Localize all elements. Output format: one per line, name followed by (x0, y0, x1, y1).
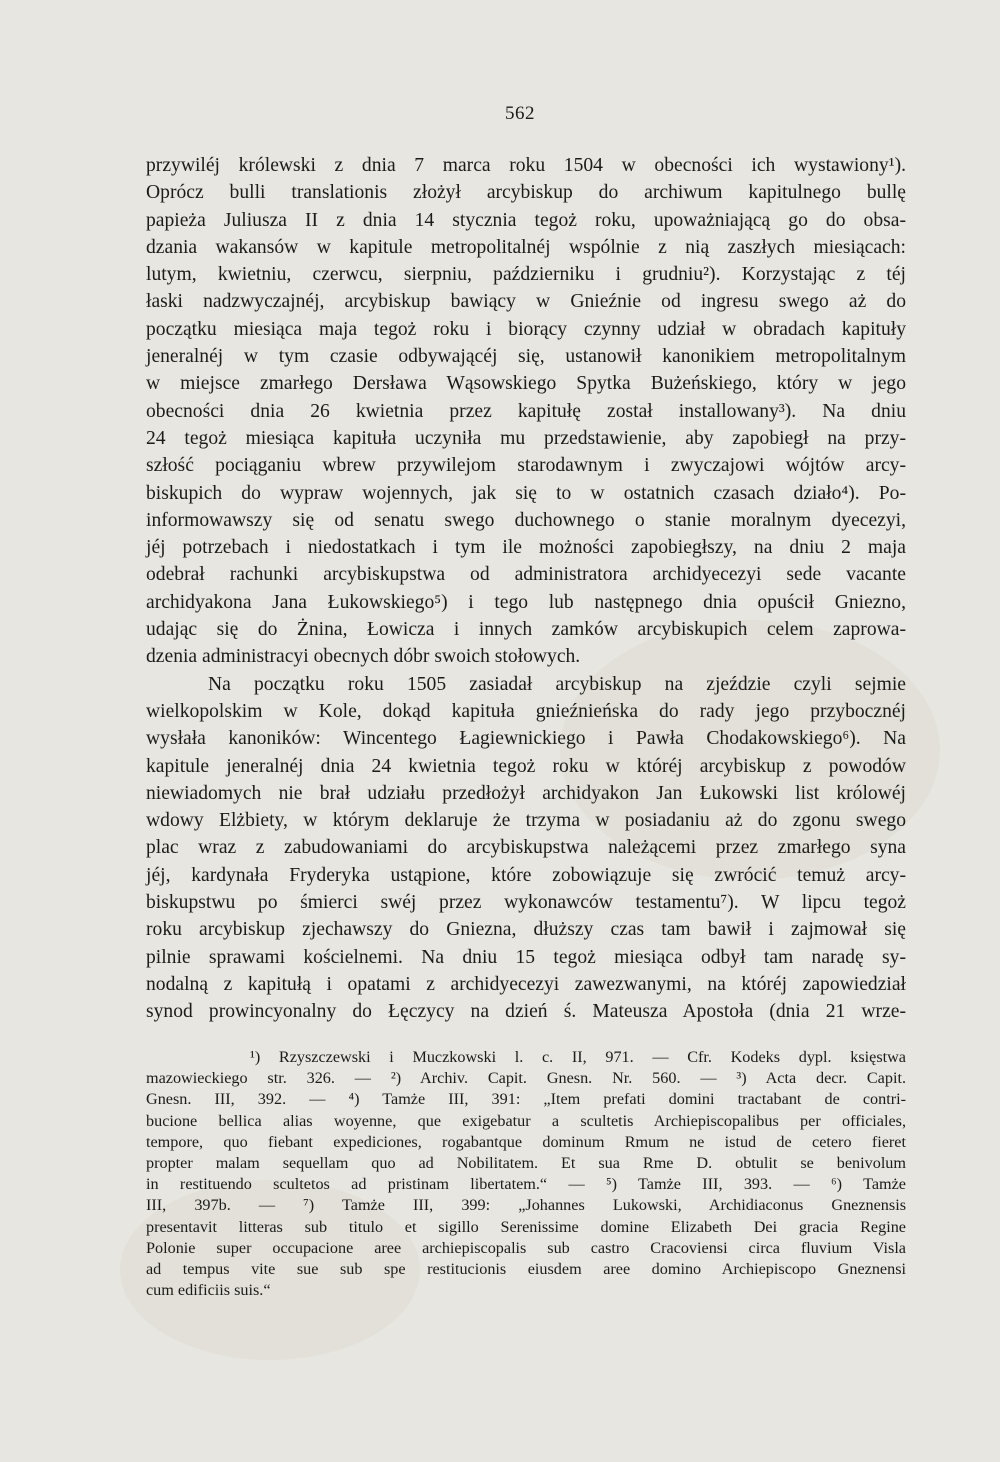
body-line: jeneralnéj w tym czasie odbywającéj się, ustanowił kanonikiem metropolitalnym (146, 346, 906, 368)
body-line: udając się do Żnina, Łowicza i innych zamków arcybiskupich celem zaprowa- (146, 619, 906, 641)
body-line: jéj potrzebach i niedostatkach i tym ile możności zapobiegłszy, na dniu 2 maja (146, 537, 906, 559)
body-line: wysłała kanoników: Wincentego Łagiewnickiego i Pawła Chodakowskiego⁶). Na (146, 728, 906, 750)
body-text (146, 152, 906, 1026)
footnote-line: in restituendo scultetos ad pristinam libertatem.“ — ⁵) Tamże III, 393. — ⁶) Tamże (146, 1175, 906, 1194)
footnote-line: bucione bellica alias woyenne, que exigebatur a scultetis Archiepiscopalibus per officiales, (146, 1111, 906, 1130)
footnotes (146, 1047, 906, 1301)
footnote-line: Gnesn. III, 392. — ⁴) Tamże III, 391: „Item prefati domini tractabant de contri- (146, 1090, 906, 1109)
body-line: w miejsce zmarłego Dersława Wąsowskiego Spytka Bużeńskiego, który w jego (146, 373, 906, 395)
body-line: biskupstwu po śmierci swéj przez wykonawców testamentu⁷). W lipcu tegoż (146, 892, 906, 914)
body-line: nodalną z kapitułą i opatami z archidyecezyi zawezwanymi, na któréj zapowiedział (146, 973, 906, 995)
footnote-line: mazowieckiego str. 326. — ²) Archiv. Capit. Gnesn. Nr. 560. — ³) Acta decr. Capit. (146, 1069, 906, 1088)
body-line: szłość pociąganiu wbrew przywilejom starodawnym i zwyczajowi wójtów arcy- (146, 455, 906, 477)
body-line: wdowy Elżbiety, w którym deklaruje że trzyma w posiadaniu aż do zgonu swego (146, 810, 906, 832)
body-line: papieża Juliusza II z dnia 14 stycznia tegoż roku, upoważniającą go do obsa- (146, 209, 906, 231)
footnote-line: ad tempus vite sue sub spe restitucionis eiusdem aree domino Archiepiscopo Gneznensi (146, 1259, 906, 1278)
footnote-line: tempore, quo fiebant expediciones, rogabantque dominum Rmum ne istud de cetero fieret (146, 1132, 906, 1151)
body-line: Oprócz bulli translationis złożył arcybiskup do archiwum kapitulnego bullę (146, 182, 906, 204)
body-line: pilnie sprawami kościelnemi. Na dniu 15 tegoż miesiąca odbył tam naradę sy- (146, 946, 906, 968)
body-line: lutym, kwietniu, czerwcu, sierpniu, październiku i grudniu²). Korzystając z téj (146, 264, 906, 286)
body-line: obecności dnia 26 kwietnia przez kapitułę został installowany³). Na dniu (146, 400, 906, 422)
body-line: plac wraz z zabudowaniami do arcybiskupstwa należącemi przez zmarłego syna (146, 837, 906, 859)
body-line: przywiléj królewski z dnia 7 marca roku 1504 w obecności ich wystawiony¹). (146, 155, 906, 176)
body-line: informowawszy się od senatu swego duchownego o stanie moralnym dyecezyi, (146, 509, 906, 531)
body-line: roku arcybiskup zjechawszy do Gniezna, dłuższy czas tam bawił i zajmował się (146, 919, 906, 941)
body-line: dzenia administracyi obecnych dóbr swoich stołowych. (146, 646, 581, 668)
body-line: Na początku roku 1505 zasiadał arcybiskup na zjeździe czyli sejmie (208, 673, 906, 695)
body-line: archidyakona Jana Łukowskiego⁵) i tego lub następnego dnia opuścił Gniezno, (146, 591, 906, 613)
body-line: synod prowincyonalny do Łęczycy na dzień ś. Mateusza Apostoła (dnia 21 wrze- (146, 1001, 906, 1023)
body-line: odebrał rachunki arcybiskupstwa od administratora archidyecezyi sede vacante (146, 564, 906, 586)
footnote-line: Polonie super occupacione aree archiepiscopalis sub castro Cracoviensi circa fluvium Visla (146, 1238, 906, 1257)
footnote-line: III, 397b. — ⁷) Tamże III, 399: „Johannes Lukowski, Archidiaconus Gneznensis (146, 1196, 906, 1215)
body-line: 24 tegoż miesiąca kapituła uczyniła mu przedstawienie, aby zapobiegł na przy- (146, 427, 906, 449)
footnote-line: presentavit litteras sub titulo et sigillo Serenissime domine Elizabeth Dei gracia Regine (146, 1217, 906, 1236)
body-line: łaski nadzwyczajnéj, arcybiskup bawiący w Gnieźnie od ingresu swego aż do (146, 291, 906, 313)
body-line: dzania wakansów w kapitule metropolitalnéj wspólnie z nią zaszłych miesiącach: (146, 236, 906, 258)
body-line: niewiadomych nie brał udziału przedłożył archidyakon Jan Łukowski list królowéj (146, 782, 906, 804)
body-line: kapitule jeneralnéj dnia 24 kwietnia tegoż roku w któréj arcybiskup z powodów (146, 755, 906, 777)
body-line: wielkopolskim w Kole, dokąd kapituła gnieźnieńska do rady jego przybocznéj (146, 700, 906, 722)
body-line: początku miesiąca maja tegoż roku i biorący czynny udział w obradach kapituły (146, 318, 906, 340)
footnote-line: propter malam sequellam quo ad Nobilitatem. Et sua Rme D. obtulit se benivolum (146, 1153, 906, 1172)
footnote-line: cum edificiis suis.“ (146, 1281, 271, 1300)
body-line: jéj, kardynała Fryderyka ustąpione, które zobowiązuje się zwrócić temuż arcy- (146, 864, 906, 886)
page-number: 562 (505, 103, 535, 124)
body-line: biskupich do wypraw wojennych, jak się to w ostatnich czasach działo⁴). Po- (146, 482, 906, 504)
footnote-line: ¹) Rzyszczewski i Muczkowski l. c. II, 971. — Cfr. Kodeks dypl. księstwa (250, 1048, 906, 1066)
